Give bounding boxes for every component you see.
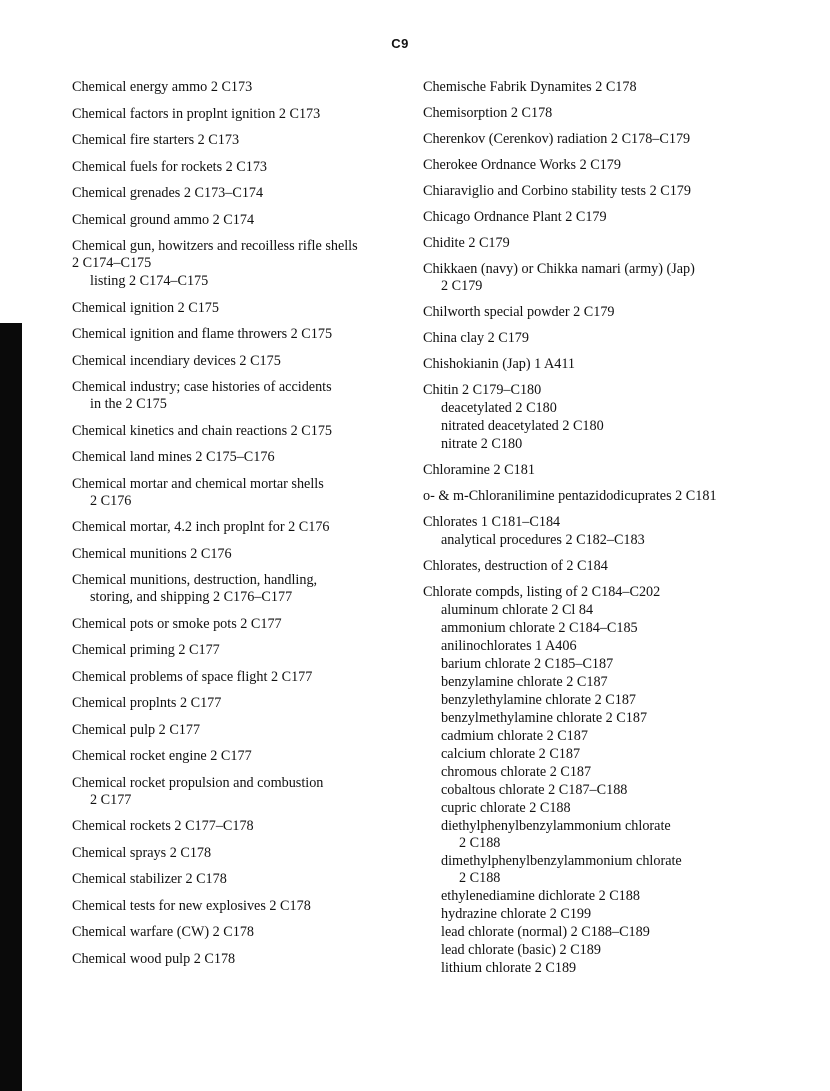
entry-heading: Chemical energy ammo 2 C173 xyxy=(72,79,253,95)
index-entry xyxy=(72,775,402,809)
entry-continuation: 2 C174–C175 xyxy=(72,255,152,271)
index-entry xyxy=(72,951,402,968)
entry-heading: Chlorate compds, listing of 2 C184–C202 xyxy=(423,584,661,600)
index-entry xyxy=(423,558,823,575)
sub-entry: benzylmethylamine chlorate 2 C187 xyxy=(441,710,648,726)
entry-heading: Chemical pots or smoke pots 2 C177 xyxy=(72,615,282,632)
index-entry xyxy=(423,356,823,373)
index-entry xyxy=(423,79,823,96)
index-entry xyxy=(423,235,823,252)
entry-heading: Chemical problems of space flight 2 C177 xyxy=(72,668,313,685)
index-entry xyxy=(72,449,402,466)
entry-heading: Chikkaen (navy) or Chikka namari (army) (Jap) xyxy=(423,261,695,277)
sub-entry: listing 2 C174–C175 xyxy=(90,273,209,289)
sub-entry: nitrate 2 C180 xyxy=(441,436,523,452)
sub-entry: dimethylphenylbenzylammonium chlorate xyxy=(441,853,682,869)
sub-entry: nitrated deacetylated 2 C180 xyxy=(441,418,604,434)
index-entry xyxy=(423,261,823,295)
sub-entry: lithium chlorate 2 C189 xyxy=(441,960,577,976)
sub-entry: anilinochlorates 1 A406 xyxy=(441,638,577,654)
entry-heading: Chemical gun, howitzers and recoilless rifle shells xyxy=(72,238,358,254)
sub-entry: cadmium chlorate 2 C187 xyxy=(441,728,588,744)
sub-entry: aluminum chlorate 2 Cl 84 xyxy=(441,602,594,618)
index-column-right xyxy=(423,79,823,986)
sub-entry: ethylenediamine dichlorate 2 C188 xyxy=(441,888,640,904)
sub-entry: calcium chlorate 2 C187 xyxy=(441,746,581,762)
index-entry xyxy=(72,616,402,633)
index-entry xyxy=(72,79,402,96)
entry-heading: Chishokianin (Jap) 1 A411 xyxy=(423,356,575,372)
entry-heading: Chemical munitions 2 C176 xyxy=(72,545,232,562)
entry-heading: Chemical tests for new explosives 2 C178 xyxy=(72,897,311,914)
entry-heading: Chitin 2 C179–C180 xyxy=(423,382,542,398)
index-entry xyxy=(72,379,402,413)
index-entry xyxy=(72,818,402,835)
entry-heading: Chemical munitions, destruction, handling, xyxy=(72,572,318,588)
entry-continuation: 2 C177 xyxy=(90,791,132,808)
entry-heading: o- & m-Chloranilimine pentazidodicuprates 2 C181 xyxy=(423,488,717,504)
scan-edge-bar xyxy=(0,323,22,1091)
index-entry xyxy=(72,476,402,510)
index-entry xyxy=(423,157,823,174)
entry-continuation: 2 C179 xyxy=(441,278,483,294)
entry-heading: Chemisorption 2 C178 xyxy=(423,105,553,121)
index-entry xyxy=(423,382,823,453)
entry-heading: Chemical warfare (CW) 2 C178 xyxy=(72,924,255,940)
entry-heading: Chemical ignition and flame throwers 2 C175 xyxy=(72,326,333,342)
entry-heading: Chemische Fabrik Dynamites 2 C178 xyxy=(423,79,637,95)
index-entry xyxy=(423,105,823,122)
index-entry xyxy=(423,462,823,479)
index-entry xyxy=(72,669,402,686)
entry-heading: Chemical priming 2 C177 xyxy=(72,642,220,658)
entry-heading: Chemical rocket propulsion and combustion xyxy=(72,774,324,791)
entry-heading: Cherenkov (Cerenkov) radiation 2 C178–C179 xyxy=(423,131,691,147)
entry-heading: Chemical factors in proplnt ignition 2 C173 xyxy=(72,105,321,122)
entry-heading: Chemical kinetics and chain reactions 2 C175 xyxy=(72,422,333,439)
index-entry xyxy=(72,845,402,862)
index-entry xyxy=(72,572,402,606)
entry-heading: Chiaraviglio and Corbino stability tests 2 C179 xyxy=(423,183,691,199)
sub-entry: cupric chlorate 2 C188 xyxy=(441,800,571,816)
index-entry xyxy=(72,546,402,563)
index-entry xyxy=(72,238,402,290)
index-entry xyxy=(423,514,823,549)
entry-continuation: storing, and shipping 2 C176–C177 xyxy=(90,589,293,605)
entry-heading: Chlorates, destruction of 2 C184 xyxy=(423,558,608,574)
index-entry xyxy=(72,106,402,123)
index-entry xyxy=(423,183,823,200)
index-entry xyxy=(72,871,402,888)
index-entry xyxy=(423,584,823,977)
sub-entry: diethylphenylbenzylammonium chlorate xyxy=(441,818,671,834)
index-column-left xyxy=(72,79,402,977)
index-entry xyxy=(72,748,402,765)
entry-heading: Chemical ignition 2 C175 xyxy=(72,299,219,316)
sub-entry: benzylamine chlorate 2 C187 xyxy=(441,674,608,690)
sub-entry: deacetylated 2 C180 xyxy=(441,400,557,416)
index-entry xyxy=(423,131,823,148)
sub-entry: cobaltous chlorate 2 C187–C188 xyxy=(441,782,628,798)
entry-heading: Chloramine 2 C181 xyxy=(423,462,535,478)
entry-heading: Chemical fuels for rockets 2 C173 xyxy=(72,158,268,175)
sub-entry: barium chlorate 2 C185–C187 xyxy=(441,656,614,672)
sub-entry: analytical procedures 2 C182–C183 xyxy=(441,532,645,548)
entry-heading: Chemical incendiary devices 2 C175 xyxy=(72,352,281,369)
entry-heading: Chemical mortar, 4.2 inch proplnt for 2 C176 xyxy=(72,519,330,535)
sub-entry: hydrazine chlorate 2 C199 xyxy=(441,906,592,922)
entry-heading: Chemical fire starters 2 C173 xyxy=(72,132,240,148)
entry-continuation: 2 C176 xyxy=(90,492,132,509)
entry-heading: Chemical industry; case histories of accidents xyxy=(72,379,332,395)
sub-entry: chromous chlorate 2 C187 xyxy=(441,764,592,780)
index-entry xyxy=(72,722,402,739)
entry-heading: Chemical sprays 2 C178 xyxy=(72,844,212,861)
entry-heading: Chemical grenades 2 C173–C174 xyxy=(72,185,264,201)
sub-entry-continuation: 2 C188 xyxy=(459,835,501,851)
index-entry xyxy=(72,326,402,343)
index-entry xyxy=(72,212,402,229)
index-entry xyxy=(72,353,402,370)
index-entry xyxy=(72,924,402,941)
sub-entry: benzylethylamine chlorate 2 C187 xyxy=(441,692,637,708)
entry-heading: Chidite 2 C179 xyxy=(423,235,510,251)
entry-heading: Chlorates 1 C181–C184 xyxy=(423,514,561,530)
entry-heading: Chemical ground ammo 2 C174 xyxy=(72,211,255,228)
page-number: C9 xyxy=(391,36,409,51)
entry-heading: Chemical stabilizer 2 C178 xyxy=(72,871,227,887)
entry-heading: China clay 2 C179 xyxy=(423,330,529,346)
index-entry xyxy=(423,304,823,321)
entry-heading: Chemical wood pulp 2 C178 xyxy=(72,950,236,967)
index-entry xyxy=(72,695,402,712)
sub-entry: lead chlorate (normal) 2 C188–C189 xyxy=(441,924,650,940)
entry-heading: Chemical land mines 2 C175–C176 xyxy=(72,449,275,465)
index-entry xyxy=(72,300,402,317)
entry-heading: Chemical proplnts 2 C177 xyxy=(72,695,222,711)
index-entry xyxy=(423,209,823,226)
entry-heading: Chemical rocket engine 2 C177 xyxy=(72,748,252,764)
index-entry xyxy=(423,330,823,347)
entry-heading: Chemical mortar and chemical mortar shells xyxy=(72,475,324,492)
entry-heading: Chemical rockets 2 C177–C178 xyxy=(72,818,254,834)
entry-heading: Chemical pulp 2 C177 xyxy=(72,721,201,738)
entry-continuation: in the 2 C175 xyxy=(90,396,167,412)
sub-entry-continuation: 2 C188 xyxy=(459,870,501,886)
sub-entry: lead chlorate (basic) 2 C189 xyxy=(441,942,601,958)
entry-heading: Chicago Ordnance Plant 2 C179 xyxy=(423,209,607,225)
index-entry xyxy=(72,159,402,176)
index-entry xyxy=(72,132,402,149)
entry-heading: Chilworth special powder 2 C179 xyxy=(423,304,615,320)
index-entry xyxy=(72,642,402,659)
index-entry xyxy=(72,898,402,915)
index-entry xyxy=(423,488,823,505)
sub-entry: ammonium chlorate 2 C184–C185 xyxy=(441,620,638,636)
entry-heading: Cherokee Ordnance Works 2 C179 xyxy=(423,157,621,173)
index-entry xyxy=(72,185,402,202)
index-entry xyxy=(72,519,402,536)
index-entry xyxy=(72,423,402,440)
